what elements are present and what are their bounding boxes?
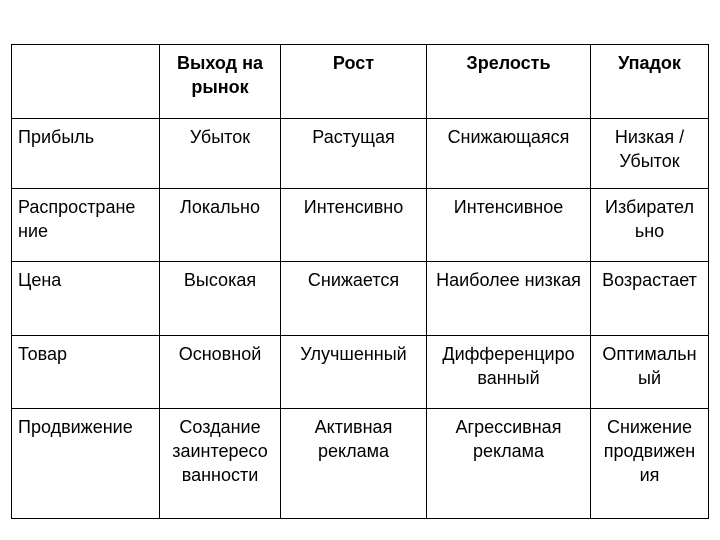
row-label-promotion: Продвижение bbox=[12, 409, 160, 519]
table-cell: Улучшенный bbox=[281, 336, 427, 409]
table-cell: Снижается bbox=[281, 262, 427, 336]
table-row bbox=[12, 336, 709, 409]
table-cell: Низкая / Убыток bbox=[591, 119, 709, 189]
table-cell: Оптимальн ый bbox=[591, 336, 709, 409]
table-cell: Агрессивная реклама bbox=[427, 409, 591, 519]
table-cell: Избирател ьно bbox=[591, 189, 709, 262]
table-cell: Дифференциро ванный bbox=[427, 336, 591, 409]
row-label-price: Цена bbox=[12, 262, 160, 336]
table-cell: Наиболее низкая bbox=[427, 262, 591, 336]
table-cell: Высокая bbox=[160, 262, 281, 336]
table-cell: Снижение продвижен ия bbox=[591, 409, 709, 519]
row-label-product: Товар bbox=[12, 336, 160, 409]
table-cell: Возрастает bbox=[591, 262, 709, 336]
table-cell: Локально bbox=[160, 189, 281, 262]
header-stage-entry: Выход на рынок bbox=[160, 45, 281, 119]
table-cell: Растущая bbox=[281, 119, 427, 189]
row-label-profit: Прибыль bbox=[12, 119, 160, 189]
row-label-distribution: Распростране ние bbox=[12, 189, 160, 262]
header-stage-decline: Упадок bbox=[591, 45, 709, 119]
header-corner-cell bbox=[12, 45, 160, 119]
table-row bbox=[12, 409, 709, 519]
table-cell: Создание заинтересо ванности bbox=[160, 409, 281, 519]
table-cell: Интенсивное bbox=[427, 189, 591, 262]
table-cell: Убыток bbox=[160, 119, 281, 189]
table-cell: Интенсивно bbox=[281, 189, 427, 262]
header-stage-growth: Рост bbox=[281, 45, 427, 119]
table-row bbox=[12, 262, 709, 336]
lifecycle-table bbox=[11, 44, 709, 519]
table-cell: Активная реклама bbox=[281, 409, 427, 519]
header-stage-maturity: Зрелость bbox=[427, 45, 591, 119]
header-row bbox=[12, 45, 709, 119]
table-cell: Снижающаяся bbox=[427, 119, 591, 189]
table-row bbox=[12, 189, 709, 262]
table-row bbox=[12, 119, 709, 189]
table-cell: Основной bbox=[160, 336, 281, 409]
